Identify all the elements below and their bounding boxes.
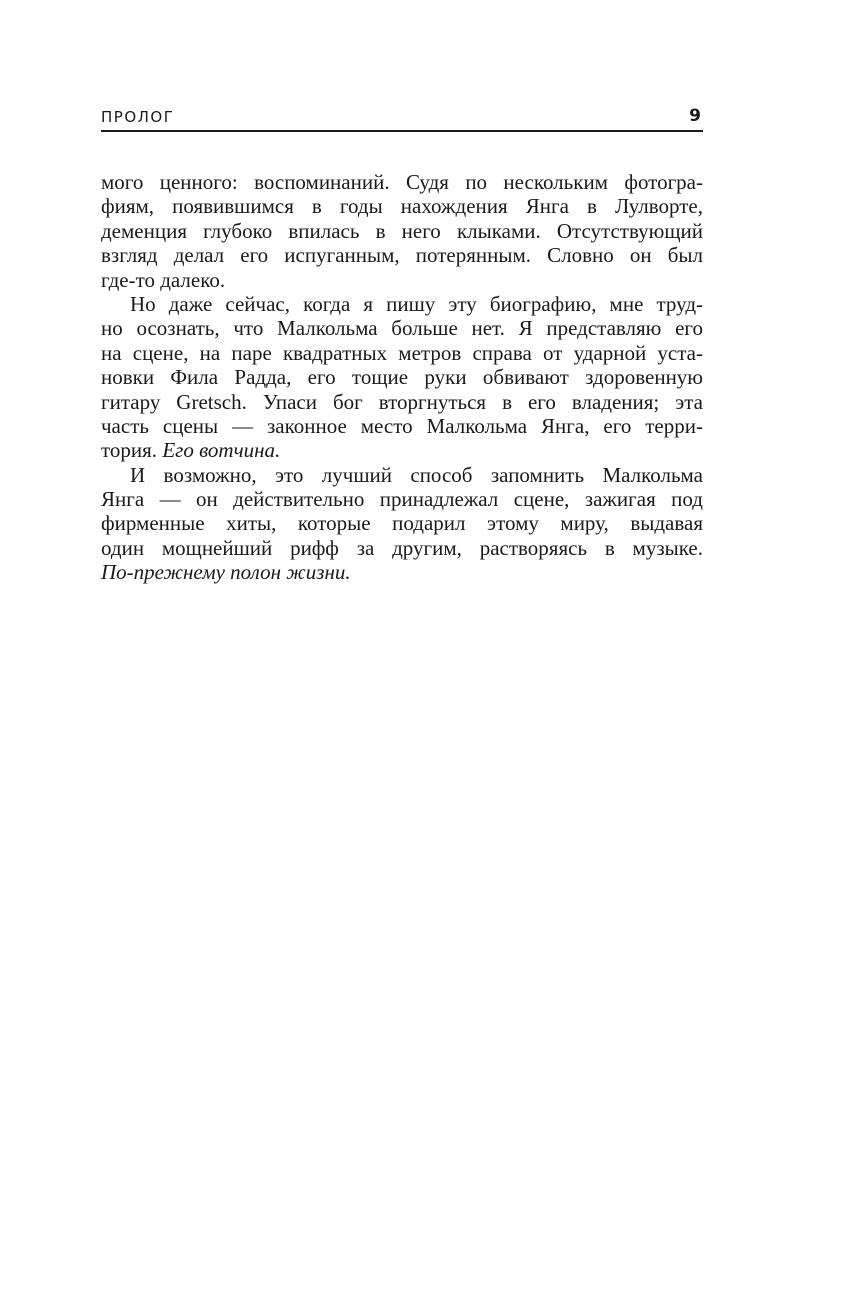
text-line: И возможно, это лучший способ запомнить Малкольма [130,462,703,487]
text-line: фирменные хиты, которые подарил этому миру, выдавая [101,511,703,536]
text-line: мого ценного: воспоминаний. Судя по нескольким фотогра- [101,170,703,194]
text-line: на сцене, на паре квадратных метров справа от ударной уста- [101,340,703,365]
italic-phrase: Его вотчина. [162,438,281,463]
text-line: взгляд делал его испуганным, потерянным. Словно он был [101,243,703,268]
paragraph [101,463,703,585]
text-line: гитару Gretsch. Упаси бог вторгнуться в его владения; эта [101,389,703,414]
text-line: где-то далеко. [101,267,226,292]
running-head-section-title: ПРОЛОГ [101,108,175,126]
text-line [101,438,703,462]
text-line: деменция глубоко впилась в него клыками. Отсутствующий [101,218,703,243]
text-line: Янга — он действительно принадлежал сцене, зажигая под [101,487,703,512]
text-line: часть сцены — законное место Малкольма Янга, его терри- [101,413,703,438]
text-fragment: тория. [101,438,158,463]
running-head [101,106,703,132]
page-number: 9 [689,106,701,126]
body-text [101,170,703,585]
paragraph [101,170,703,292]
paragraph [101,292,703,463]
text-line: но осознать, что Малкольма больше нет. Я представляю его [101,316,703,341]
text-line: фиям, появившимся в годы нахождения Янга в Лулворте, [101,194,703,219]
italic-phrase: По-прежнему полон жизни. [101,560,351,585]
text-line: один мощнейший рифф за другим, растворяясь в музыке. [101,535,703,560]
text-line: новки Фила Радда, его тощие руки обвивают здоровенную [101,365,703,390]
text-line: Но даже сейчас, когда я пишу эту биографию, мне труд- [130,291,703,316]
text-line [101,560,703,584]
